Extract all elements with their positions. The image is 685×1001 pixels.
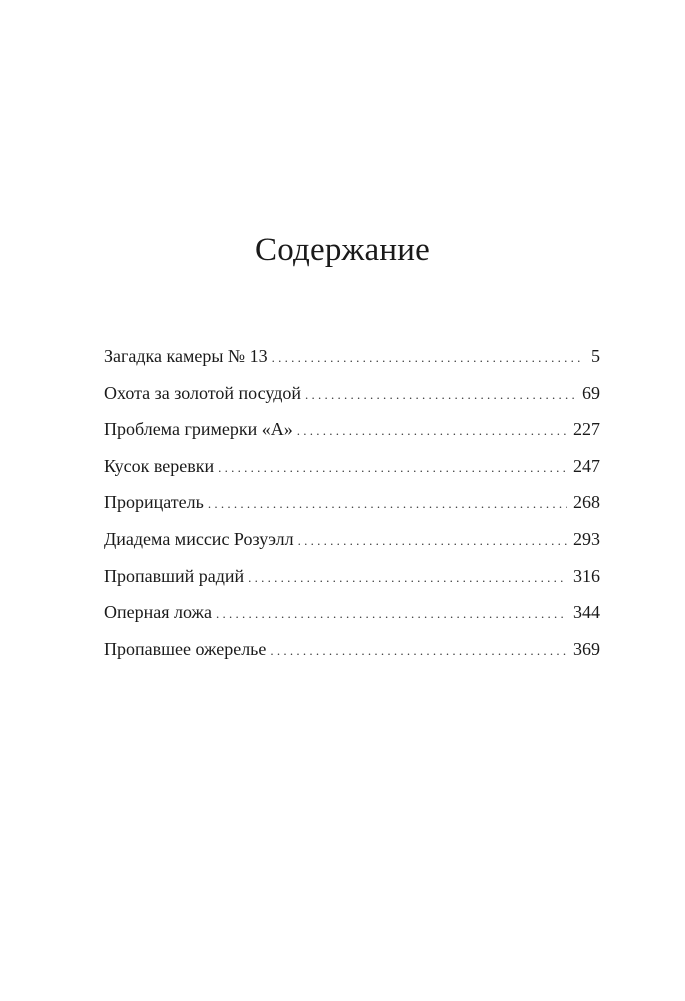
toc-entry: [104, 338, 600, 375]
toc-entry-title: Проблема гримерки «А»: [104, 419, 293, 440]
toc-page-number: 316: [573, 565, 600, 586]
toc-entry: [104, 521, 600, 558]
toc-entry: [104, 448, 600, 485]
toc-page-number: 293: [573, 528, 600, 549]
toc-page-number: 69: [582, 382, 600, 403]
toc-entry-title: Оперная ложа: [104, 602, 212, 623]
dot-leader: [218, 450, 567, 487]
toc-page-number: 227: [573, 419, 600, 440]
toc-entry-title: Пропавший радий: [104, 565, 245, 586]
toc-entry-title: Пропавшее ожерелье: [104, 638, 267, 659]
dot-leader: [298, 523, 567, 560]
toc-entry-title: Охота за золотой посудой: [104, 382, 302, 403]
dot-leader: [305, 377, 576, 414]
toc-entry-title: Кусок веревки: [104, 455, 215, 476]
toc-page-number: 369: [573, 638, 600, 659]
toc-list: [104, 338, 600, 667]
toc-entry: [104, 375, 600, 412]
toc-page-number: 268: [573, 492, 600, 513]
toc-title: Содержание: [255, 232, 430, 268]
toc-entry: [104, 411, 600, 448]
toc-entry: [104, 558, 600, 595]
toc-page-number: 5: [591, 346, 600, 366]
toc-entry-title: Загадка камеры № 13: [104, 346, 268, 366]
toc-entry: [104, 594, 600, 631]
dot-leader: [208, 486, 567, 523]
toc-page-number: 344: [573, 602, 600, 623]
dot-leader: [216, 596, 567, 633]
toc-entry: [104, 631, 600, 668]
toc-entry-title: Прорицатель: [104, 492, 204, 513]
toc-entry-title: Диадема миссис Розуэлл: [104, 528, 294, 549]
dot-leader: [297, 413, 567, 450]
toc-entry: [104, 484, 600, 521]
dot-leader: [270, 633, 567, 670]
toc-page-number: 247: [573, 455, 600, 476]
dot-leader: [272, 340, 584, 377]
dot-leader: [248, 560, 567, 597]
